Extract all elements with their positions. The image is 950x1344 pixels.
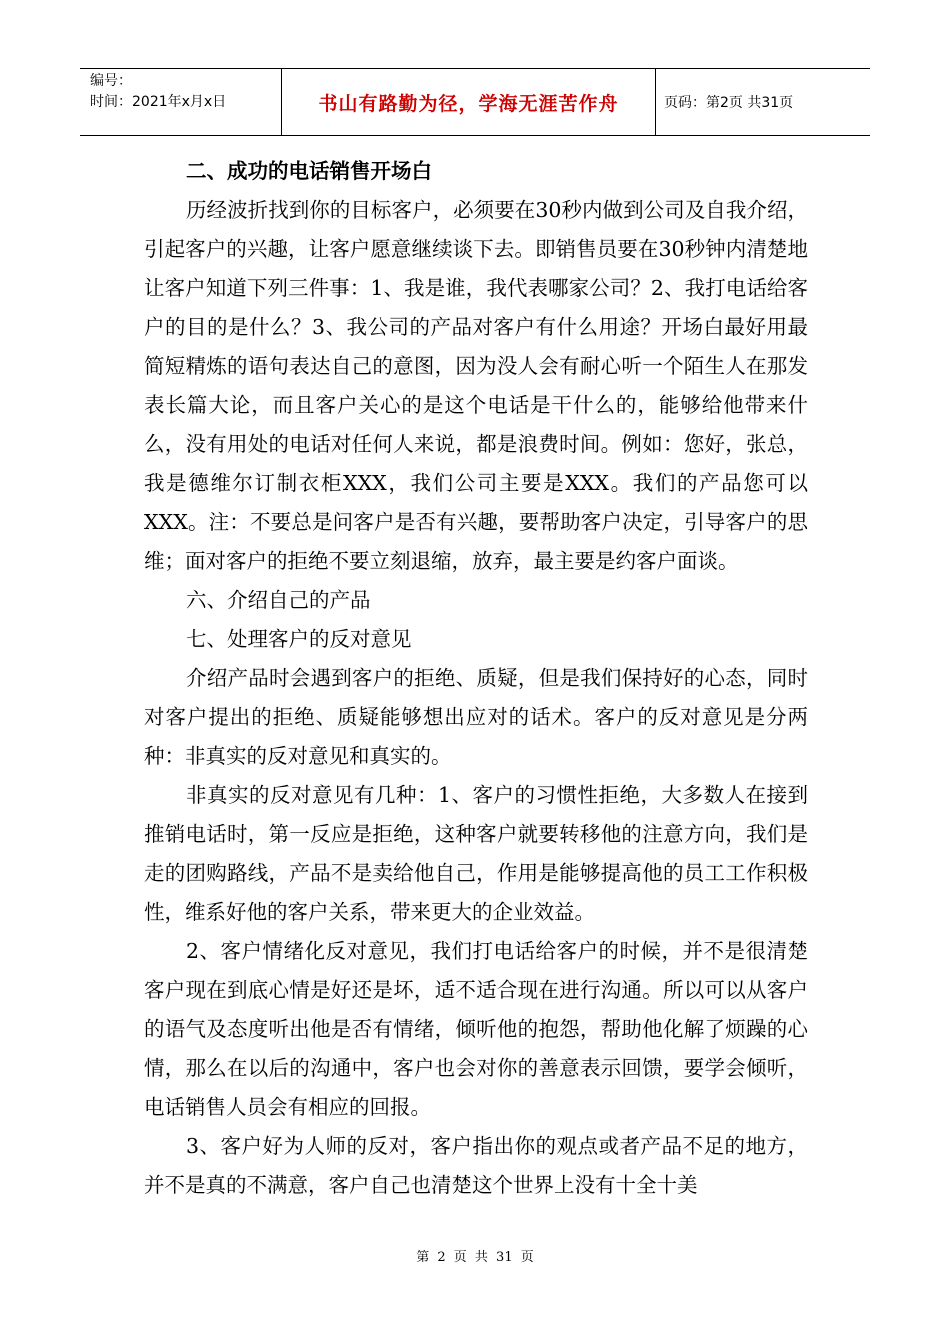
page-header xyxy=(80,68,870,136)
section-item: 六、介绍自己的产品 xyxy=(186,588,371,612)
document-number-label: 编号： xyxy=(90,73,132,89)
section-heading: 二、成功的电话销售开场白 xyxy=(186,159,432,183)
header-meta xyxy=(80,69,282,135)
paragraph: 2、客户情绪化反对意见，我们打电话给客户的时候，并不是很清楚客户现在到底心情是好还是坏，适不适合现在进行沟通。所以可以从客户的语气及态度听出他是否有情绪，倾听他的抱怨，帮助他化解了烦躁的心情，那么在以后的沟通中，客户也会对你的善意表示回馈，要学会倾听，电话销售人员会有相应的回报。 xyxy=(144,939,808,1119)
document-time-label: 时间：2021年x月x日 xyxy=(90,94,227,110)
header-page-info: 页码：第2页 共31页 xyxy=(664,95,794,111)
paragraph: 介绍产品时会遇到客户的拒绝、质疑，但是我们保持好的心态，同时对客户提出的拒绝、质疑能够想出应对的话术。客户的反对意见是分两种：非真实的反对意见和真实的。 xyxy=(144,666,808,768)
section-item: 七、处理客户的反对意见 xyxy=(186,627,412,651)
header-motto: 书山有路勤为径，学海无涯苦作舟 xyxy=(282,69,656,135)
paragraph: 非真实的反对意见有几种：1、客户的习惯性拒绝，大多数人在接到推销电话时，第一反应是拒绝，这种客户就要转移他的注意方向，我们是走的团购路线，产品不是卖给他自己，作用是能够提高他的员工工作积极性，维系好他的客户关系，带来更大的企业效益。 xyxy=(144,783,808,924)
document-body xyxy=(144,152,808,1205)
page-footer: 第 2 页 共 31 页 xyxy=(416,1250,534,1265)
paragraph: 历经波折找到你的目标客户，必须要在30秒内做到公司及自我介绍，引起客户的兴趣，让客户愿意继续谈下去。即销售员要在30秒钟内清楚地让客户知道下列三件事：1、我是谁，我代表哪家公司？2、我打电话给客户的目的是什么？3、我公司的产品对客户有什么用途？开场白最好用最简短精炼的语句表达自己的意图，因为没人会有耐心听一个陌生人在那发表长篇大论，而且客户关心的是这个电话是干什么的，能够给他带来什么，没有用处的电话对任何人来说，都是浪费时间。例如：您好，张总，我是德维尔订制衣柜XXX，我们公司主要是XXX。我们的产品您可以XXX。注：不要总是问客户是否有兴趣，要帮助客户决定，引导客户的思维；面对客户的拒绝不要立刻退缩，放弃，最主要是约客户面谈。 xyxy=(144,198,808,573)
paragraph: 3、客户好为人师的反对，客户指出你的观点或者产品不足的地方，并不是真的不满意，客户自己也清楚这个世界上没有十全十美 xyxy=(144,1134,808,1197)
